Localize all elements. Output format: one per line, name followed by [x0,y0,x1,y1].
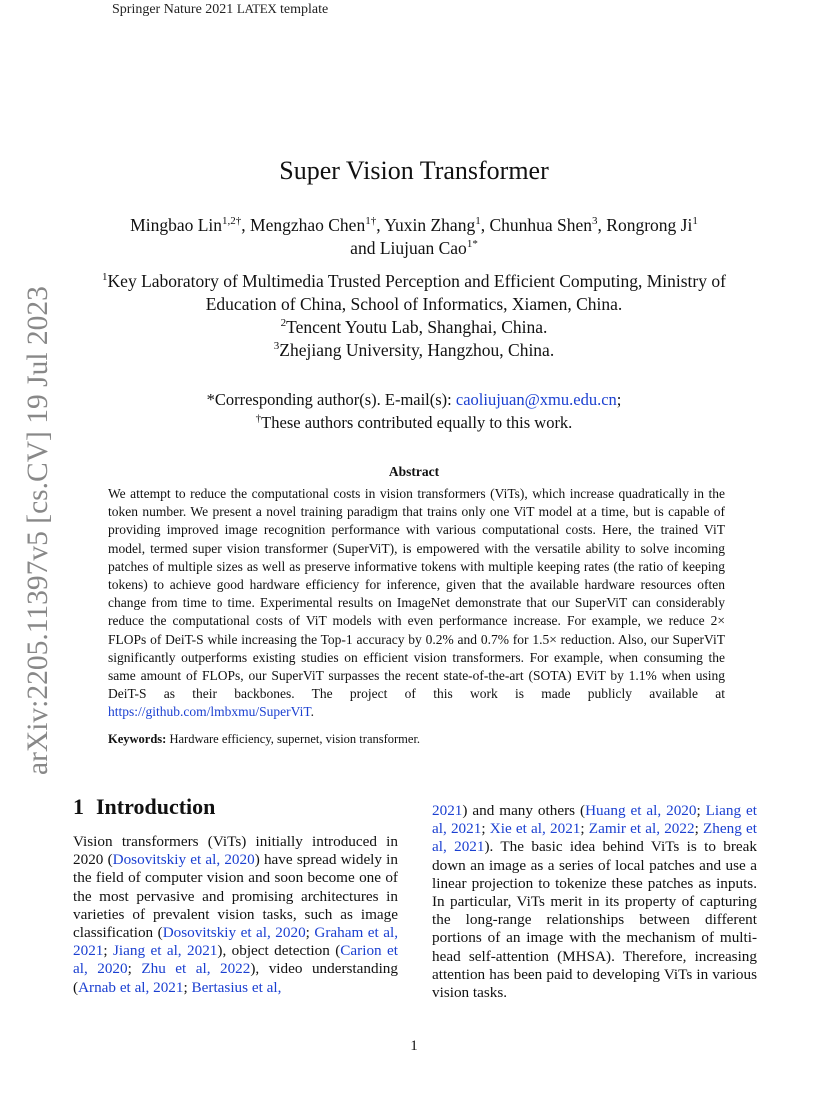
citation-link[interactable]: Huang et al, 2020 [585,802,697,819]
citation-link[interactable]: Bertasius et al, [191,978,282,996]
affiliations [0,270,828,362]
affiliation-line: $^2$Tencent Youtu Lab, Shanghai, China. [280,317,548,337]
citation-link[interactable]: 2021 [432,802,463,819]
running-head-suffix: template [279,2,329,17]
citation-link[interactable]: Arnab et al, 2021 [78,978,184,996]
citation-link[interactable]: Graham et al, 2021 [73,924,399,960]
author-line-2: and Liujuan Cao$^{1*}$ [350,238,478,258]
section-heading [73,794,215,820]
citation-link[interactable]: Zhu et al, 2022 [141,960,251,978]
superscript-marker: 1 [475,215,481,228]
superscript-marker: 1* [466,238,478,251]
project-link[interactable]: https://github.com/lmbxmu/SuperViT [108,704,311,720]
abstract-body [108,485,725,722]
abstract-end: . [310,704,314,720]
section-title: Introduction [96,794,216,819]
keywords [108,732,420,747]
arxiv-side-stamp: arXiv:2205.11397v5 [cs.CV] 19 Jul 2023 [22,286,54,775]
page-number: 1 [410,1038,418,1054]
corresponding-author-line [0,388,828,411]
intro-right-column: 2021) and many others (Huang et al, 2020; Liang et al, 2021; Xie et al, 2021; Zamir et al, 2022; Zheng et al, 2021). The basic idea behind ViTs is to break down an image as a series of local patches and use a linear projection to tokenize these patches as inputs. In particular, ViTs merit in its property of capturing the long-range relationships between different portions of an image with the mechanism of multi-head self-attention (MHSA). Therefore, increasing attention has been paid to developing ViTs in various vision tasks. [432,802,758,1002]
superscript-marker: 1 [102,271,108,284]
paper-title: Super Vision Transformer [279,156,549,185]
email-separator: ; [616,390,622,409]
corresponding-label: *Corresponding author(s). E-mail(s): [206,390,452,409]
superscript-marker: 3 [592,215,598,228]
citation-link[interactable]: Dosovitskiy et al, 2020 [112,851,255,869]
correspondence-block [0,388,828,434]
keywords-text: Hardware efficiency, supernet, vision transformer. [169,732,421,746]
running-head-latex: LATEX [236,1,277,16]
citation-link[interactable]: Jiang et al, 2021 [113,942,218,960]
abstract-heading: Abstract [388,464,440,479]
citation-link[interactable]: Xie et al, 2021 [489,820,581,838]
superscript-marker: 1† [365,215,377,228]
citation-link[interactable]: Carion et al, 2020 [73,942,398,978]
citation-link[interactable]: Zamir et al, 2022 [588,820,695,838]
citation-link[interactable]: Dosovitskiy et al, 2020 [162,924,306,942]
superscript-marker: 1,2† [222,215,242,228]
author-list [0,214,828,260]
running-head [112,1,328,18]
citation-link[interactable]: Zheng et al, 2021 [432,820,757,856]
email-link[interactable]: caoliujuan@xmu.edu.cn [455,390,617,409]
superscript-marker: 2 [280,317,287,330]
superscript-marker: 1 [692,215,698,228]
author-line-1: Mingbao Lin$^{1,2\dagger}$, Mengzhao Chen$^{1\dagger}$, Yuxin Zhang$^1$, Chunhua Shen$^3$, Rongrong Ji$^1$ [130,215,698,235]
equal-contribution-note: †These authors contributed equally to this work. [255,412,573,432]
superscript-marker: † [255,412,262,425]
citation-link[interactable]: Liang et al, 2021 [432,802,757,838]
abstract-text: We attempt to reduce the computational costs in vision transformers (ViTs), which increase quadratically in the token number. We present a novel training paradigm that trains only one ViT model at a time, but is capable of providing improved image recognition performance with various computational costs. Here, the trained ViT model, termed super vision transformer (SuperViT), is empowered with the versatile ability to solve incoming patches of multiple sizes as well as preserve informative tokens with multiple keeping rates (the ratio of keeping tokens) to achieve good hardware efficiency for inference, given that the available hardware resources often change from time to time. Experimental results on ImageNet demonstrate that our SuperViT can considerably reduce the computational costs of ViT models with even performance increase. For example, we reduce 2× FLOPs of DeiT-S while increasing the Top-1 accuracy by 0.2% and 0.7% for 1.5× reduction. Also, our SuperViT significantly outperforms existing studies on efficient vision transformers. For example, when consuming the same amount of FLOPs, our SuperViT surpasses the recent state-of-the-art (SOTA) EViT by 1.1% when using DeiT-S as their backbones. The project of this work is made publicly available at [108,486,725,702]
superscript-marker: 3 [273,340,280,353]
running-head-prefix: Springer Nature 2021 [112,2,234,17]
section-number: 1 [73,794,84,819]
affiliation-line: Education of China, School of Informatics, Xiamen, China. [205,294,623,314]
keywords-label: Keywords: [108,732,167,746]
affiliation-line: $^3$Zhejiang University, Hangzhou, China. [273,340,555,360]
affiliation-line: $^1$Key Laboratory of Multimedia Trusted Perception and Efficient Computing, Ministry of [102,271,726,291]
intro-left-column: Vision transformers (ViTs) initially introduced in 2020 (Dosovitskiy et al, 2020) have spread widely in the field of computer vision and soon become one of the most pervasive and promising architectures in varieties of prevalent vision tasks, such as image classification (Dosovitskiy et al, 2020; Graham et al, 2021; Jiang et al, 2021), object detection (Carion et al, 2020; Zhu et al, 2022), video understanding (Arnab et al, 2021; Bertasius et al, [73,833,399,996]
